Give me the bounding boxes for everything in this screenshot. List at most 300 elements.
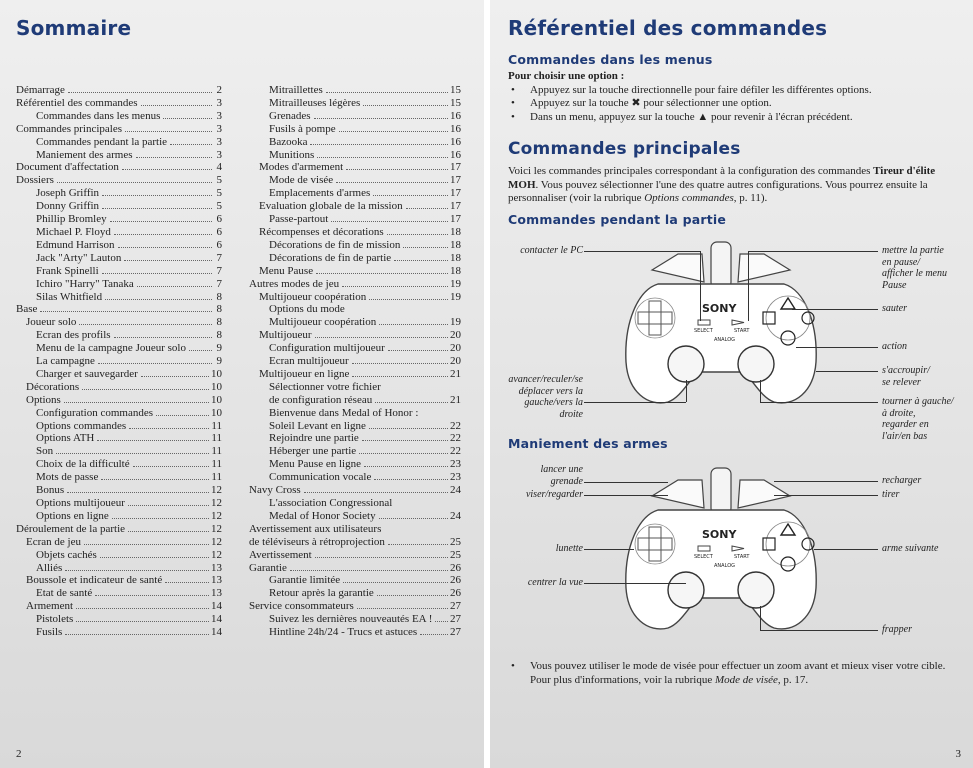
toc-entry: [16, 342, 222, 355]
toc-entry: [249, 136, 461, 149]
toc-entry-title: Dossiers: [16, 174, 54, 187]
toc-entry: [16, 161, 222, 174]
toc-entry-page: 19: [450, 290, 461, 303]
toc-entry-title: Base: [16, 303, 38, 316]
toc-entry: [249, 265, 461, 278]
toc-entry-page: 17: [450, 200, 461, 213]
leader-line: [584, 402, 686, 403]
select-label: SELECT: [694, 554, 713, 560]
toc-dot-leader: [304, 492, 448, 493]
controller-diagram-ingame: [618, 232, 824, 422]
toc-entry-page: 20: [450, 342, 461, 355]
toc-entry: [249, 600, 461, 613]
toc-entry: [16, 316, 222, 329]
toc-dot-leader: [420, 634, 448, 635]
toc-entry-page: 16: [450, 109, 461, 122]
leader-line: [748, 251, 878, 252]
toc-entry-page: 18: [450, 225, 461, 238]
toc-entry-title: Bienvenue dans Medal of Honor :: [269, 406, 419, 419]
toc-entry: [249, 291, 461, 304]
toc-dot-leader: [359, 453, 448, 454]
toc-entry-title: Emplacements d'armes: [269, 187, 371, 200]
toc-column-2: [249, 84, 461, 639]
toc-column-1: [16, 84, 222, 639]
toc-dot-leader: [379, 324, 448, 325]
toc-entry-title: Boussole et indicateur de santé: [26, 574, 163, 587]
toc-dot-leader: [394, 260, 448, 261]
toc-entry-page: 2: [216, 84, 222, 96]
label-fire: tirer: [882, 489, 900, 500]
page-title: Sommaire: [16, 16, 132, 40]
toc-entry-title: Options commandes: [36, 419, 127, 432]
toc-entry: [249, 562, 461, 575]
toc-entry-title: L'association Congressional: [269, 497, 393, 509]
toc-dot-leader: [102, 195, 212, 196]
toc-dot-leader: [388, 350, 448, 351]
toc-entry: [249, 510, 461, 523]
toc-dot-leader: [102, 273, 212, 274]
toc-entry-page: 5: [216, 187, 222, 200]
toc-entry-title: Evaluation globale de la mission: [259, 200, 403, 213]
analog-label: ANALOG: [714, 337, 735, 343]
toc-dot-leader: [97, 440, 209, 441]
toc-entry: [249, 587, 461, 600]
toc-dot-leader: [315, 557, 448, 558]
toc-entry: [16, 574, 222, 587]
toc-entry-page: 21: [450, 367, 461, 380]
toc-entry: [16, 458, 222, 471]
toc-entry: [16, 123, 222, 136]
toc-entry-title: Avertissement aux utilisateurs: [249, 522, 382, 535]
toc-entry-page: 5: [216, 174, 222, 187]
toc-dot-leader: [98, 363, 212, 364]
label-line: s'accroupir/: [882, 365, 930, 376]
toc-entry-title: Référentiel des commandes: [16, 96, 138, 109]
toc-entry-page: 15: [450, 96, 461, 109]
toc-entry-title: Modes d'armement: [259, 161, 344, 174]
page-title: Référentiel des commandes: [508, 16, 828, 40]
toc-dot-leader: [56, 453, 209, 454]
toc-entry-page: 22: [450, 445, 461, 458]
toc-entry-title: Objets cachés: [36, 548, 97, 561]
main-intro: [508, 165, 954, 206]
toc-entry-page: 15: [450, 84, 461, 96]
toc-entry-title: Etat de santé: [36, 587, 93, 600]
toc-dot-leader: [128, 531, 209, 532]
toc-entry: [249, 342, 461, 355]
toc-dot-leader: [137, 286, 212, 287]
toc-entry-page: 13: [211, 561, 222, 574]
toc-dot-leader: [65, 634, 209, 635]
toc-entry-page: 14: [211, 626, 222, 639]
toc-dot-leader: [339, 131, 448, 132]
toc-entry-title: Frank Spinelli: [36, 264, 99, 277]
toc-entry: [16, 445, 222, 458]
toc-dot-leader: [346, 169, 448, 170]
toc-entry-title: Sélectionner votre fichier: [269, 380, 381, 393]
toc-dot-leader: [156, 415, 209, 416]
toc-entry: [249, 174, 461, 187]
toc-entry: [16, 626, 222, 639]
toc-entry-page: 19: [450, 316, 461, 329]
toc-entry-page: 10: [211, 393, 222, 406]
toc-entry-title: Choix de la difficulté: [36, 458, 130, 471]
toc-dot-leader: [76, 608, 209, 609]
toc-entry-title: Décorations de fin de partie: [269, 251, 392, 264]
toc-entry: [249, 123, 461, 136]
toc-entry-page: 10: [211, 367, 222, 380]
toc-entry-page: 3: [216, 148, 222, 161]
label-scope: lunette: [555, 543, 583, 554]
toc-entry-page: 27: [450, 600, 461, 613]
toc-entry-title: Fusils: [36, 626, 63, 639]
toc-dot-leader: [315, 337, 448, 338]
label-crouch: [882, 365, 930, 388]
toc-entry-title: Configuration commandes: [36, 406, 154, 419]
toc-entry-title: Commandes principales: [16, 122, 123, 135]
toc-entry: [16, 187, 222, 200]
toc-entry: [16, 510, 222, 523]
analog-label: ANALOG: [714, 563, 735, 569]
toc-entry-page: 7: [216, 264, 222, 277]
toc-entry: [16, 562, 222, 575]
toc-entry: [16, 174, 222, 187]
toc-dot-leader: [326, 92, 448, 93]
leader-line: [760, 606, 761, 630]
toc-entry-page: 23: [450, 471, 461, 484]
toc-entry: [16, 239, 222, 252]
page-number: 2: [16, 748, 22, 760]
label-move: [508, 374, 583, 420]
intro-text: Voici les commandes principales correspondant à la configuration des commandes: [508, 165, 874, 177]
toc-entry-page: 10: [211, 406, 222, 419]
toc-entry-title: Silas Whitfield: [36, 290, 103, 303]
toc-dot-leader: [352, 376, 448, 377]
label-line: se relever: [882, 376, 921, 388]
toc-dot-leader: [122, 169, 212, 170]
toc-dot-leader: [141, 376, 209, 377]
leader-line: [760, 380, 761, 402]
label-center-view: centrer la vue: [527, 577, 583, 588]
toc-entry: [16, 265, 222, 278]
toc-dot-leader: [67, 492, 209, 493]
toc-entry: [16, 97, 222, 110]
toc-entry-title: Charger et sauvegarder: [36, 367, 138, 380]
toc-entry-page: 12: [211, 509, 222, 522]
toc-dot-leader: [369, 428, 448, 429]
toc-entry-page: 17: [450, 187, 461, 200]
toc-entry: [16, 536, 222, 549]
label-line: avancer/reculer/se: [508, 374, 583, 385]
toc-entry: [249, 97, 461, 110]
toc-entry: [16, 420, 222, 433]
toc-entry-page: 12: [211, 548, 222, 561]
toc-dot-leader: [357, 608, 448, 609]
toc-entry-page: 10: [211, 380, 222, 393]
toc-dot-leader: [95, 595, 209, 596]
leader-line: [774, 495, 878, 496]
toc-entry-title: Fusils à pompe: [269, 122, 336, 135]
toc-dot-leader: [189, 350, 212, 351]
toc-entry-title: Multijoueur en ligne: [259, 367, 350, 380]
toc-entry-title: Décorations: [26, 380, 80, 393]
toc-entry: [249, 252, 461, 265]
toc-entry: [249, 626, 461, 639]
toc-entry-title: Déroulement de la partie: [16, 522, 126, 535]
sony-logo: SONY: [702, 302, 737, 315]
toc-entry-page: 20: [450, 355, 461, 368]
toc-entry-title: Ichiro "Harry" Tanaka: [36, 277, 134, 290]
toc-entry-page: 11: [211, 445, 222, 458]
label-line: déplacer vers la: [518, 385, 583, 397]
toc-entry: [16, 226, 222, 239]
toc-entry: [249, 484, 461, 497]
toc-dot-leader: [406, 208, 448, 209]
toc-entry: [249, 329, 461, 342]
label-line: tourner à gauche/: [882, 396, 954, 407]
toc-dot-leader: [163, 118, 212, 119]
toc-entry: [16, 355, 222, 368]
toc-dot-leader: [336, 182, 448, 183]
toc-entry: [16, 291, 222, 304]
toc-entry-page: 12: [211, 484, 222, 497]
label-grenade: [541, 464, 584, 487]
leader-line: [584, 482, 668, 483]
toc-entry-title: Garantie limitée: [269, 574, 341, 587]
toc-entry-title: Michael P. Floyd: [36, 225, 111, 238]
toc-entry-title: Joueur solo: [26, 316, 77, 329]
controller-diagram-weapons: [618, 458, 824, 648]
label-reload: recharger: [882, 475, 922, 486]
section-heading: Commandes pendant la partie: [508, 212, 727, 227]
toc-entry-title: Jack "Arty" Lauton: [36, 251, 122, 264]
note-text: Vous pouvez utiliser le mode de visée pour effectuer un zoom avant et mieux viser votre cible. Pour plus d'informations, voir la rubrique: [530, 660, 946, 686]
toc-entry-page: 22: [450, 432, 461, 445]
toc-entry: [16, 394, 222, 407]
toc-entry-page: 12: [211, 522, 222, 535]
toc-entry-title: Mitraillettes: [269, 84, 323, 96]
toc-entry: [16, 303, 222, 316]
toc-entry-title: Maniement des armes: [36, 148, 133, 161]
menu-bullet-list: [508, 84, 958, 125]
toc-entry-page: 13: [211, 587, 222, 600]
toc-entry-title: Navy Cross: [249, 484, 301, 497]
label-line: gauche/vers la: [524, 397, 583, 408]
toc-entry-title: Multijoueur: [259, 329, 312, 342]
toc-dot-leader: [364, 466, 448, 467]
toc-entry-title: Passe-partout: [269, 213, 329, 226]
toc-dot-leader: [141, 105, 212, 106]
toc-entry: [16, 368, 222, 381]
toc-entry: [249, 445, 461, 458]
toc-entry-page: 8: [216, 290, 222, 303]
toc-entry-page: 17: [450, 174, 461, 187]
toc-entry-title: Munitions: [269, 148, 315, 161]
toc-dot-leader: [102, 208, 212, 209]
toc-dot-leader: [316, 273, 448, 274]
toc-entry-page: 12: [211, 497, 222, 509]
toc-entry: [16, 523, 222, 536]
toc-entry-title: Soleil Levant en ligne: [269, 419, 366, 432]
toc-dot-leader: [290, 570, 448, 571]
toc-entry-title: Mode de visée: [269, 174, 334, 187]
toc-entry-page: 17: [450, 213, 461, 226]
toc-dot-leader: [82, 389, 209, 390]
section-heading: Commandes principales: [508, 139, 741, 159]
toc-entry-title: Commandes pendant la partie: [36, 135, 168, 148]
toc-entry: [249, 278, 461, 291]
toc-entry-page: 11: [211, 471, 222, 484]
toc-entry-title: Document d'affectation: [16, 161, 119, 174]
toc-entry: [249, 161, 461, 174]
toc-entry: [249, 84, 461, 97]
toc-entry-title: Commandes dans les menus: [36, 109, 161, 122]
toc-entry-page: 7: [216, 251, 222, 264]
scope-note-item: [508, 660, 958, 687]
label-action: action: [882, 341, 907, 352]
toc-entry: [249, 549, 461, 562]
label-line: lancer une: [540, 464, 583, 475]
toc-entry: [249, 355, 461, 368]
toc-entry-title: Retour après la garantie: [269, 587, 374, 600]
toc-entry-page: 21: [450, 393, 461, 406]
instructions-lead: Pour choisir une option :: [508, 70, 625, 82]
toc-dot-leader: [124, 260, 212, 261]
toc-entry-title: Options en ligne: [36, 509, 109, 522]
toc-entry: [16, 484, 222, 497]
toc-entry-page: 22: [450, 419, 461, 432]
toc-dot-leader: [363, 105, 448, 106]
intro-text: . Vous pouvez sélectionner l'une des quatre autres configurations. Vous pourrez ensuite la personnaliser (voir la rubrique: [508, 178, 928, 204]
toc-dot-leader: [362, 440, 448, 441]
toc-entry-title: Pistolets: [36, 613, 74, 626]
toc-entry: [16, 549, 222, 562]
intro-bold: Tireur d'élite MOH: [508, 165, 936, 191]
toc-entry-page: 11: [211, 419, 222, 432]
toc-entry: [16, 84, 222, 97]
toc-entry-page: 6: [216, 238, 222, 251]
toc-entry-title: Options multijoueur: [36, 497, 125, 509]
intro-text: , p. 11).: [733, 192, 768, 204]
toc-entry: [249, 574, 461, 587]
toc-dot-leader: [374, 479, 448, 480]
toc-entry-page: 17: [450, 161, 461, 174]
toc-entry: [249, 316, 461, 329]
menu-bullet-item: • Dans un menu, appuyez sur la touche ▲ pour revenir à l'écran précédent.: [508, 111, 958, 125]
toc-entry: [249, 613, 461, 626]
leader-line: [584, 495, 668, 496]
toc-entry-page: 8: [216, 329, 222, 342]
toc-entry: [16, 213, 222, 226]
label-turn: [882, 396, 954, 442]
toc-entry-page: 9: [216, 342, 222, 355]
toc-entry-title: Avertissement: [249, 548, 312, 561]
toc-entry: [16, 110, 222, 123]
toc-entry: [249, 187, 461, 200]
toc-entry-page: 18: [450, 238, 461, 251]
toc-dot-leader: [387, 234, 448, 235]
toc-entry-title: Suivez les dernières nouveautés EA !: [269, 613, 433, 626]
toc-entry-title: Phillip Bromley: [36, 213, 107, 226]
toc-entry: [249, 394, 461, 407]
toc-dot-leader: [64, 402, 209, 403]
toc-dot-leader: [377, 595, 448, 596]
toc-dot-leader: [170, 144, 212, 145]
toc-entry-page: 26: [450, 561, 461, 574]
toc-entry-page: 26: [450, 574, 461, 587]
leader-line: [760, 630, 878, 631]
toc-dot-leader: [310, 144, 448, 145]
toc-dot-leader: [375, 402, 448, 403]
toc-entry-title: La campagne: [36, 355, 95, 368]
toc-entry-title: Multijoueur coopération: [269, 316, 377, 329]
toc-entry-page: 3: [216, 109, 222, 122]
toc-entry: [249, 536, 461, 549]
toc-entry: [16, 497, 222, 510]
toc-entry: [16, 407, 222, 420]
toc-entry: [16, 252, 222, 265]
toc-entry-title: Bazooka: [269, 135, 308, 148]
toc-dot-leader: [68, 92, 212, 93]
toc-entry: [16, 613, 222, 626]
dualshock-icon: [618, 458, 824, 648]
leader-line: [792, 309, 878, 310]
toc-dot-leader: [125, 131, 212, 132]
toc-entry-page: 25: [450, 535, 461, 548]
select-label: SELECT: [694, 328, 713, 334]
toc-entry-page: 16: [450, 135, 461, 148]
toc-entry: [249, 458, 461, 471]
toc-entry: [249, 226, 461, 239]
toc-entry-title: Armement: [26, 600, 74, 613]
label-contact-pc: contacter le PC: [520, 245, 583, 256]
toc-dot-leader: [114, 337, 212, 338]
toc-entry-title: Mots de passe: [36, 471, 99, 484]
scope-note: [508, 660, 958, 687]
toc-entry-title: Hintline 24h/24 - Trucs et astuces: [269, 626, 418, 639]
toc-entry: [16, 587, 222, 600]
toc-dot-leader: [40, 311, 212, 312]
leader-line: [584, 251, 700, 252]
toc-dot-leader: [388, 544, 448, 545]
toc-dot-leader: [114, 234, 212, 235]
toc-entry-page: 24: [450, 484, 461, 497]
toc-entry-page: 5: [216, 200, 222, 213]
toc-entry-page: 7: [216, 277, 222, 290]
label-melee: frapper: [882, 624, 912, 635]
toc-dot-leader: [112, 518, 209, 519]
toc-dot-leader: [317, 157, 448, 158]
toc-entry: [249, 368, 461, 381]
toc-entry-page: 12: [211, 535, 222, 548]
toc-entry-page: 27: [450, 626, 461, 639]
toc-dot-leader: [343, 582, 448, 583]
toc-entry-title: Service consommateurs: [249, 600, 354, 613]
leader-line: [774, 481, 878, 482]
toc-entry: [249, 407, 461, 420]
toc-entry-page: 18: [450, 251, 461, 264]
label-line: grenade: [550, 475, 583, 487]
note-text: , p. 17.: [777, 673, 809, 686]
toc-entry-title: Communication vocale: [269, 471, 372, 484]
toc-entry-title: Mitrailleuses légères: [269, 96, 361, 109]
label-line: regarder en: [882, 419, 929, 430]
toc-dot-leader: [403, 247, 448, 248]
toc-entry-title: Ecran des profils: [36, 329, 111, 342]
toc-dot-leader: [369, 299, 448, 300]
toc-dot-leader: [379, 518, 448, 519]
start-label: START: [734, 554, 750, 560]
